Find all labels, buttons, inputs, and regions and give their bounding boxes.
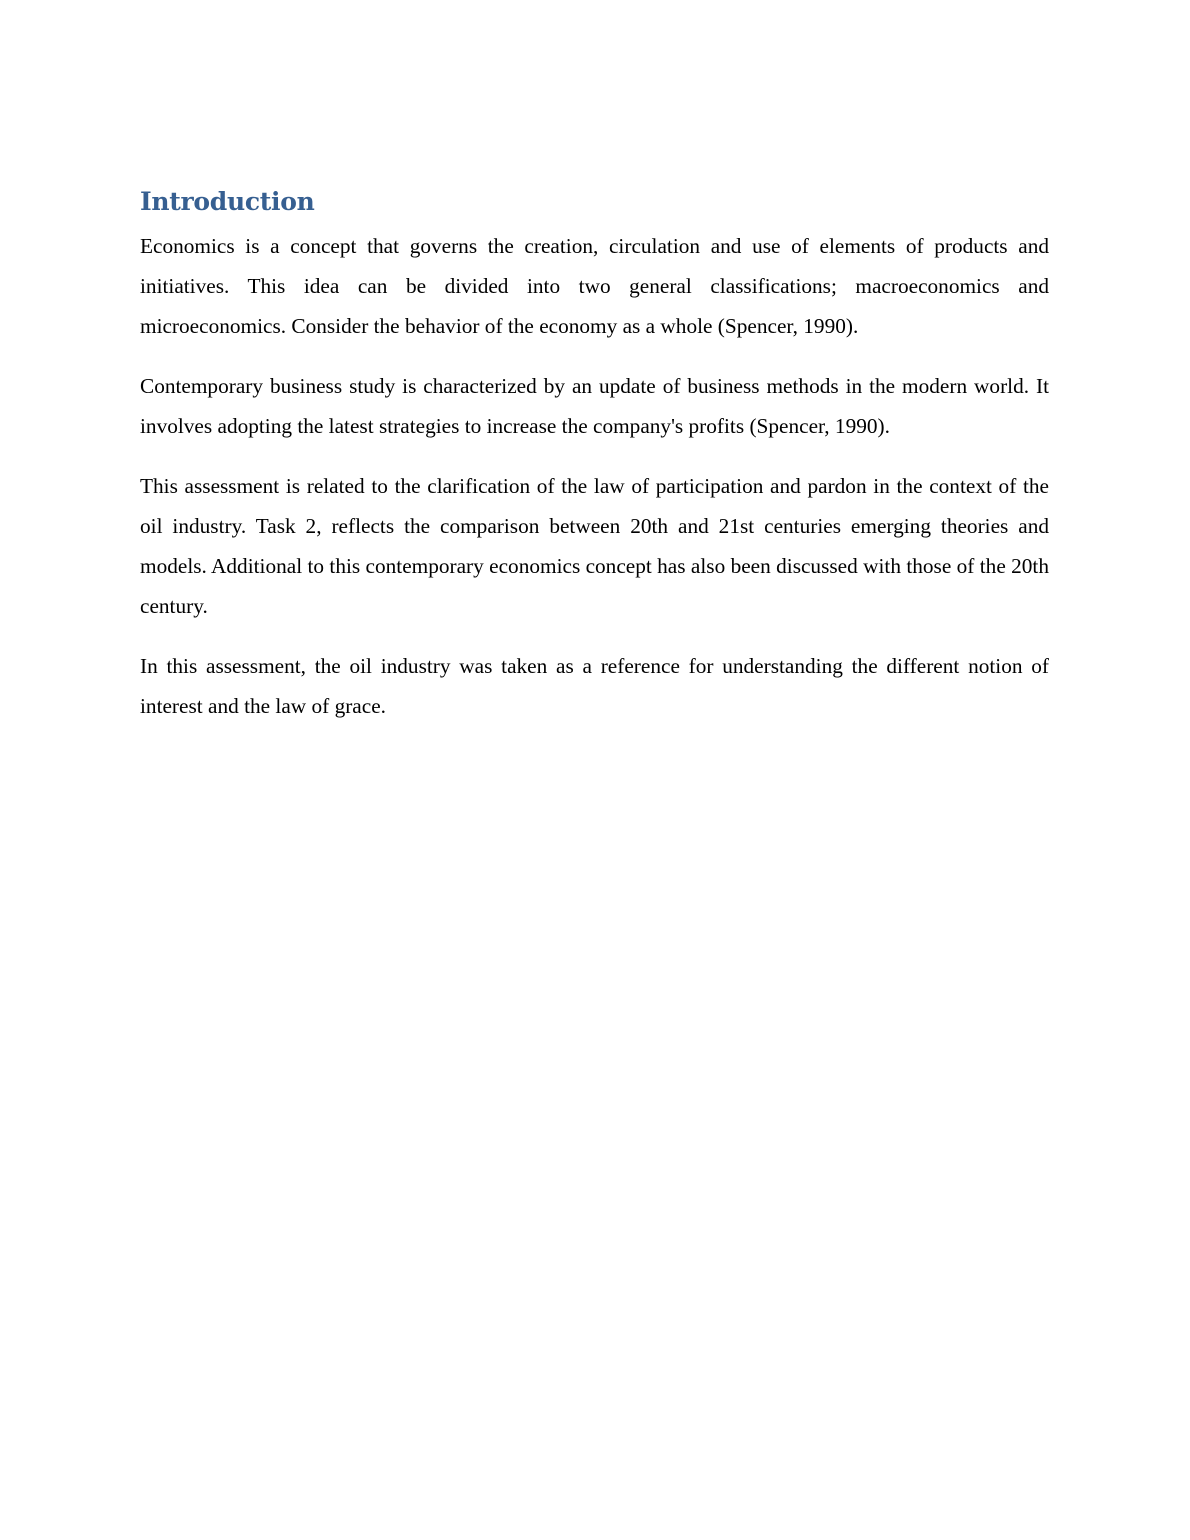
paragraph-1: Economics is a concept that governs the creation, circulation and use of elements of products and initiatives. This idea can be divided into two general classifications; macroeconomics and microeconomics. Consider the behavior of the economy as a whole (Spencer, 1990). [140,234,1049,338]
paragraph-2: Contemporary business study is characterized by an update of business methods in the modern world. It involves adopting the latest strategies to increase the company's profits (Spencer, 1990). [140,374,1049,438]
page-content [140,184,1049,746]
paragraph-4: In this assessment, the oil industry was taken as a reference for understanding the different notion of interest and the law of grace. [140,654,1049,718]
paragraph-3: This assessment is related to the clarification of the law of participation and pardon in the context of the oil industry. Task 2, reflects the comparison between 20th and 21st centuries emerging theories and models. Additional to this contemporary economics concept has also been discussed with those of the 20th century. [140,474,1049,618]
section-heading: Introduction [140,187,315,216]
